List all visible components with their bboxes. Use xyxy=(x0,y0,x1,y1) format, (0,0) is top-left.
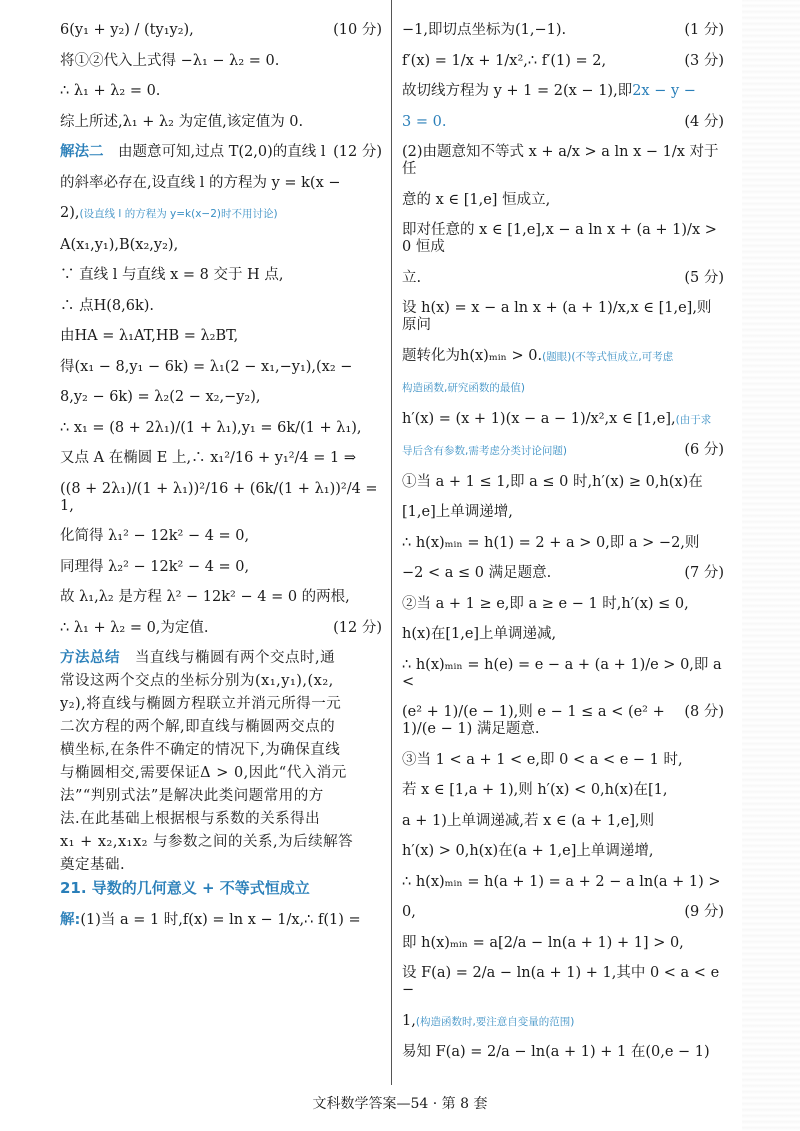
line-text: ((8 + 2λ₁)/(1 + λ₁))²/16 + (6k/(1 + λ₁))²/4 = 1, xyxy=(60,480,378,514)
problem-heading: 21. 导数的几何意义 + 不等式恒成立 xyxy=(60,879,310,897)
summary-line xyxy=(60,650,382,667)
summary-text: 法.在此基础上根据根与系数的关系得出 xyxy=(60,811,321,827)
line-text: h(x)在[1,e]上单调递减, xyxy=(402,626,557,642)
score-mark: (12 分) xyxy=(333,619,382,636)
score-mark: (5 分) xyxy=(684,269,724,286)
summary-line xyxy=(60,765,382,782)
summary-text: y₂),将直线与椭圆方程联立并消元所得一元 xyxy=(60,696,342,712)
line-text: 设 h(x) = x − a ln x + (a + 1)/x,x ∈ [1,e],则原问 xyxy=(402,300,712,333)
score-mark: (10 分) xyxy=(333,22,382,38)
text-line xyxy=(60,481,382,515)
summary-text: 与椭圆相交,需要保证Δ > 0,因此“代入消元 xyxy=(60,765,347,781)
line-text: ③当 1 < a + 1 < e,即 0 < a < e − 1 时, xyxy=(402,751,683,768)
highlighted-answer: 2x − y − xyxy=(632,83,696,99)
solution-label: 解: xyxy=(60,911,81,928)
line-text: 的斜率必存在,设直线 l 的方程为 y = k(x − xyxy=(60,174,341,191)
line-text: 化简得 λ₁² − 12k² − 4 = 0, xyxy=(60,528,250,544)
line-text: 设 F(a) = 2/a − ln(a + 1) + 1,其中 0 < a < e − xyxy=(402,965,720,998)
line-text: 易知 F(a) = 2/a − ln(a + 1) + 1 在(0,e − 1) xyxy=(402,1044,710,1060)
text-line xyxy=(402,144,724,178)
text-line xyxy=(402,192,724,209)
line-text: 故 λ₁,λ₂ 是方程 λ² − 12k² − 4 = 0 的两根, xyxy=(60,589,350,605)
line-text: −1,即切点坐标为(1,−1). xyxy=(402,22,567,38)
line-text: h′(x) = (x + 1)(x − a − 1)/x²,x ∈ [1,e], xyxy=(402,410,676,427)
summary-line xyxy=(60,673,382,690)
line-text: A(x₁,y₁),B(x₂,y₂), xyxy=(60,236,179,253)
line-text: 综上所述,λ₁ + λ₂ 为定值,该定值为 0. xyxy=(60,113,304,130)
margin-note: 导后含有参数,需考虑分类讨论问题) xyxy=(402,445,567,457)
text-line xyxy=(402,782,724,799)
summary-line xyxy=(60,788,382,805)
text-line xyxy=(402,53,724,70)
line-text: a + 1)上单调递减,若 x ∈ (a + 1,e],则 xyxy=(402,812,655,829)
line-text: (2)由题意知不等式 x + a/x > a ln x − 1/x 对于任 xyxy=(402,144,719,177)
summary-text: 二次方程的两个解,即直线与椭圆两交点的 xyxy=(60,719,336,735)
line-text: 又点 A 在椭圆 E 上,∴ x₁²/16 + y₁²/4 = 1 ⇒ xyxy=(60,450,356,466)
text-line xyxy=(60,298,382,315)
score-mark: (1 分) xyxy=(684,22,724,38)
text-line xyxy=(60,237,382,254)
summary-text: 常设这两个交点的坐标分别为(x₁,y₁),(x₂, xyxy=(60,673,334,689)
text-line xyxy=(60,389,382,406)
text-line xyxy=(402,222,724,256)
line-text: 若 x ∈ [1,a + 1),则 h′(x) < 0,h(x)在[1, xyxy=(402,782,668,798)
text-line xyxy=(402,114,724,131)
text-line xyxy=(60,22,382,39)
text-line xyxy=(60,450,382,467)
score-mark: (3 分) xyxy=(684,52,724,69)
text-line xyxy=(402,657,724,691)
line-text: 题转化为h(x)ₘᵢₙ > 0. xyxy=(402,347,543,364)
text-line xyxy=(60,620,382,637)
summary-line xyxy=(60,834,382,851)
line-text: ②当 a + 1 ≥ e,即 a ≥ e − 1 时,h′(x) ≤ 0, xyxy=(402,595,689,612)
line-text: ∴ x₁ = (8 + 2λ₁)/(1 + λ₁),y₁ = 6k/(1 + λ₁), xyxy=(60,419,362,436)
text-line xyxy=(402,442,724,460)
margin-note: (构造函数时,要注意自变量的范围) xyxy=(415,1015,575,1028)
line-text: ∴ h(x)ₘᵢₙ = h(1) = 2 + a > 0,即 a > −2,则 xyxy=(402,534,700,551)
text-line xyxy=(402,270,724,287)
page-edge-shadow xyxy=(742,0,800,1131)
score-mark: (9 分) xyxy=(684,904,724,920)
line-text: 即 h(x)ₘᵢₙ = a[2/a − ln(a + 1) + 1] > 0, xyxy=(402,934,684,951)
text-line xyxy=(60,589,382,606)
text-line xyxy=(60,359,382,376)
line-text: ∴ h(x)ₘᵢₙ = h(e) = e − a + (a + 1)/e > 0,即 a < xyxy=(402,656,722,690)
line-text: 将①②代入上式得 −λ₁ − λ₂ = 0. xyxy=(60,52,280,69)
text-line xyxy=(402,411,724,429)
text-line xyxy=(402,904,724,921)
text-line xyxy=(60,83,382,100)
solution-start xyxy=(60,912,382,929)
text-line xyxy=(402,83,724,100)
text-line xyxy=(402,504,724,521)
text-line xyxy=(60,528,382,545)
line-text: 意的 x ∈ [1,e] 恒成立, xyxy=(402,191,551,208)
score-mark: (6 分) xyxy=(684,442,724,458)
text-line xyxy=(402,1013,724,1031)
margin-note: (题眼)(不等式恒成立,可考虑 xyxy=(542,350,674,363)
line-text: 同理得 λ₂² − 12k² − 4 = 0, xyxy=(60,558,250,575)
line-text: [1,e]上单调递增, xyxy=(402,504,513,520)
highlighted-answer: 3 = 0. xyxy=(402,113,447,130)
score-mark: (12 分) xyxy=(333,144,382,160)
text-line xyxy=(402,935,724,952)
line-text: ①当 a + 1 ≤ 1,即 a ≤ 0 时,h′(x) ≥ 0,h(x)在 xyxy=(402,473,703,490)
line-text: 2), xyxy=(60,205,80,221)
summary-text: 法”“判别式法”是解决此类问题常用的方 xyxy=(60,788,324,804)
line-text: −2 < a ≤ 0 满足题意. xyxy=(402,565,552,581)
line-text: ∴ h(x)ₘᵢₙ = h(a + 1) = a + 2 − a ln(a + 1) > xyxy=(402,873,721,890)
summary-line xyxy=(60,811,382,828)
text-line xyxy=(402,348,724,366)
text-line xyxy=(60,267,382,284)
method-summary-label: 方法总结 xyxy=(60,650,120,666)
text-line xyxy=(402,1044,724,1061)
summary-text: 奠定基础. xyxy=(60,857,126,873)
line-text: ∴ λ₁ + λ₂ = 0,为定值. xyxy=(60,619,209,636)
summary-line xyxy=(60,719,382,736)
text-line xyxy=(402,300,724,334)
summary-text: x₁ + x₂,x₁x₂ 与参数之间的关系,为后续解答 xyxy=(60,834,354,850)
line-text: 即对任意的 x ∈ [1,e],x − a ln x + (a + 1)/x > 0 恒成 xyxy=(402,222,717,255)
line-text: 立. xyxy=(402,269,422,286)
right-column xyxy=(402,22,724,1061)
text-line xyxy=(60,175,382,192)
line-text: h′(x) > 0,h(x)在(a + 1,e]上单调递增, xyxy=(402,843,654,859)
text-line xyxy=(60,53,382,70)
method-summary xyxy=(60,650,382,874)
left-column xyxy=(60,22,382,1061)
line-text: ∵ 直线 l 与直线 x = 8 交于 H 点, xyxy=(60,267,284,283)
text-line xyxy=(402,704,724,738)
text-line xyxy=(402,565,724,582)
score-mark: (7 分) xyxy=(684,565,724,581)
column-divider xyxy=(391,0,392,1085)
margin-note: 构造函数,研究函数的最值) xyxy=(402,382,525,394)
text-line xyxy=(60,205,382,223)
page-footer: 文科数学答案—54 · 第 8 套 xyxy=(312,1096,488,1112)
solution-text: (1)当 a = 1 时,f(x) = ln x − 1/x,∴ f(1) = xyxy=(80,911,361,928)
text-line xyxy=(60,114,382,131)
text-line xyxy=(60,559,382,576)
line-text: ∴ λ₁ + λ₂ = 0. xyxy=(60,83,161,99)
margin-note: (设直线 l 的方程为 y=k(x−2)时不用讨论) xyxy=(79,208,278,220)
solution-label: 解法二 xyxy=(60,144,104,160)
line-text: 1, xyxy=(402,1012,416,1029)
text-line xyxy=(402,535,724,552)
text-line xyxy=(402,626,724,643)
text-line xyxy=(60,328,382,345)
summary-line xyxy=(60,696,382,713)
line-text: 8,y₂ − 6k) = λ₂(2 − x₂,−y₂), xyxy=(60,389,261,405)
text-line xyxy=(402,752,724,769)
text-line xyxy=(402,474,724,491)
text-line xyxy=(402,813,724,830)
text-line xyxy=(402,965,724,999)
line-text: f′(x) = 1/x + 1/x²,∴ f′(1) = 2, xyxy=(402,52,607,69)
summary-line xyxy=(60,857,382,874)
text-line xyxy=(402,379,724,397)
summary-line xyxy=(60,742,382,759)
line-text: ∴ 点H(8,6k). xyxy=(60,297,155,314)
problem-21-heading-row xyxy=(60,880,382,898)
line-text: 由题意可知,过点 T(2,0)的直线 l xyxy=(118,144,326,160)
line-text: (e² + 1)/(e − 1),则 e − 1 ≤ a < (e² + 1)/(e − 1) 满足题意. xyxy=(402,704,665,737)
line-text: 由HA = λ₁AT,HB = λ₂BT, xyxy=(60,328,239,344)
summary-text: 当直线与椭圆有两个交点时,通 xyxy=(135,650,336,666)
line-text: 得(x₁ − 8,y₁ − 6k) = λ₁(2 − x₁,−y₁),(x₂ − xyxy=(60,358,353,375)
summary-text: 横坐标,在条件不确定的情况下,为确保直线 xyxy=(60,742,341,758)
margin-note: (由于求 xyxy=(675,413,712,426)
text-line xyxy=(402,22,724,39)
line-text: 故切线方程为 y + 1 = 2(x − 1),即 xyxy=(402,83,633,99)
score-mark: (8 分) xyxy=(684,704,724,720)
score-mark: (4 分) xyxy=(684,113,724,130)
line-text: 6(y₁ + y₂) / (ty₁y₂), xyxy=(60,22,194,38)
text-line xyxy=(402,596,724,613)
text-line xyxy=(60,420,382,437)
text-line xyxy=(402,843,724,860)
line-text: 0, xyxy=(402,904,416,920)
text-line xyxy=(402,874,724,891)
